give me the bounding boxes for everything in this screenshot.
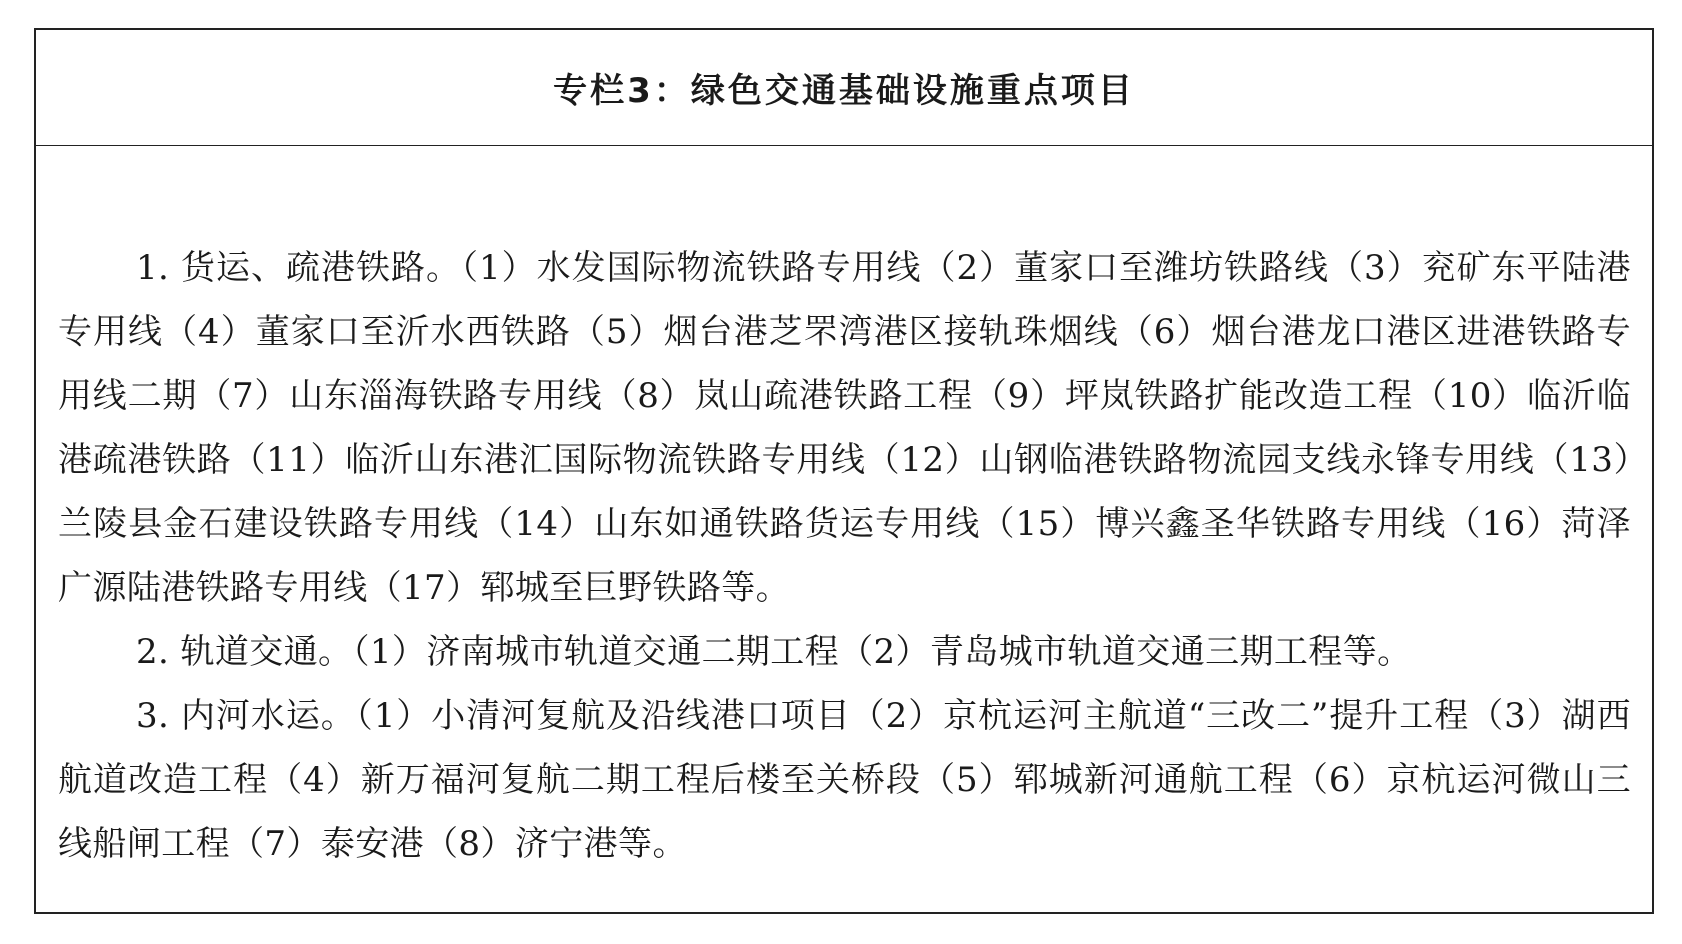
box-body	[36, 146, 1652, 876]
paragraph-rail-transit: 2. 轨道交通。（1）济南城市轨道交通二期工程（2）青岛城市轨道交通三期工程等。	[136, 632, 1412, 672]
box-title: 专栏3：绿色交通基础设施重点项目	[553, 71, 1135, 111]
feature-column-box	[34, 28, 1654, 914]
paragraph-freight-railway: 1. 货运、疏港铁路。（1）水发国际物流铁路专用线（2）董家口至潍坊铁路线（3）兖矿东平陆港专用线（4）董家口至沂水西铁路（5）烟台港芝罘湾港区接轨珠烟线（6）烟台港龙口港区进港铁路专用线二期（7）山东淄海铁路专用线（8）岚山疏港铁路工程（9）坪岚铁路扩能改造工程（10）临沂临港疏港铁路（11）临沂山东港汇国际物流铁路专用线（12）山钢临港铁路物流园支线永锋专用线（13）兰陵县金石建设铁路专用线（14）山东如通铁路货运专用线（15）博兴鑫圣华铁路专用线（16）菏泽广源陆港铁路专用线（17）郓城至巨野铁路等。	[58, 248, 1631, 608]
paragraph-inland-waterway: 3. 内河水运。（1）小清河复航及沿线港口项目（2）京杭运河主航道“三改二”提升工程（3）湖西航道改造工程（4）新万福河复航二期工程后楼至关桥段（5）郓城新河通航工程（6）京杭运河微山三线船闸工程（7）泰安港（8）济宁港等。	[58, 696, 1631, 864]
box-header	[36, 30, 1652, 146]
